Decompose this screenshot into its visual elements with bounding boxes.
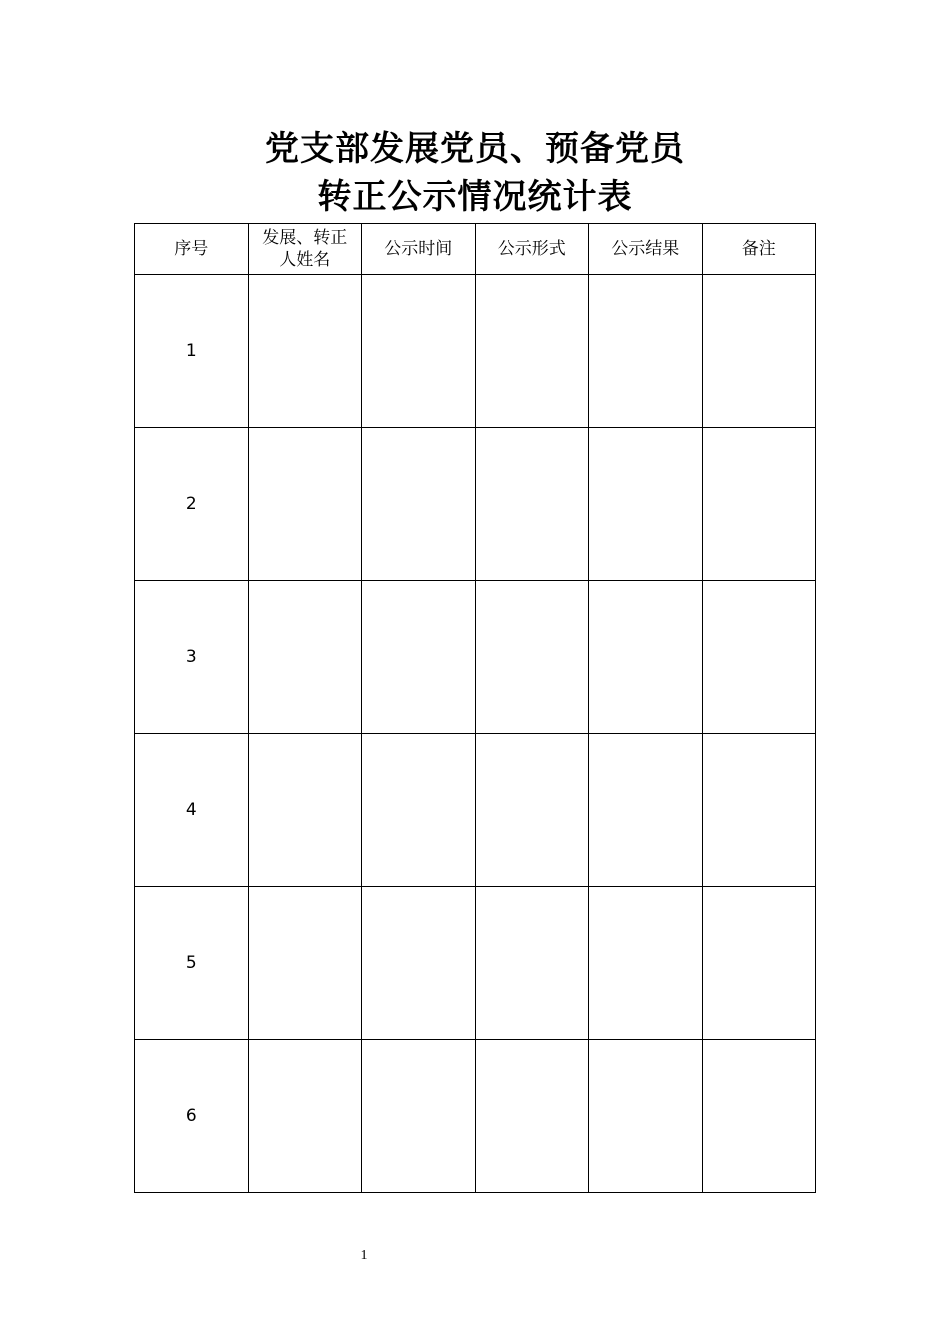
- cell-time[interactable]: [362, 428, 476, 581]
- cell-index: 1: [135, 275, 249, 428]
- table-row: [135, 581, 816, 734]
- table-row: [135, 275, 816, 428]
- cell-time[interactable]: [362, 275, 476, 428]
- header-time: 公示时间: [362, 224, 476, 275]
- cell-result[interactable]: [589, 1040, 703, 1193]
- cell-result[interactable]: [589, 734, 703, 887]
- cell-form[interactable]: [475, 887, 589, 1040]
- cell-index: 2: [135, 428, 249, 581]
- cell-remark[interactable]: [702, 581, 816, 734]
- cell-name[interactable]: [248, 734, 362, 887]
- cell-form[interactable]: [475, 275, 589, 428]
- table-row: [135, 887, 816, 1040]
- cell-form[interactable]: [475, 734, 589, 887]
- table-header-row: [135, 224, 816, 275]
- cell-time[interactable]: [362, 734, 476, 887]
- cell-form[interactable]: [475, 428, 589, 581]
- cell-name[interactable]: [248, 581, 362, 734]
- cell-time[interactable]: [362, 1040, 476, 1193]
- cell-result[interactable]: [589, 275, 703, 428]
- cell-name[interactable]: [248, 1040, 362, 1193]
- page-title-line-2: 转正公示情况统计表: [317, 177, 633, 217]
- cell-name[interactable]: [248, 428, 362, 581]
- table-row: [135, 1040, 816, 1193]
- table-row: [135, 734, 816, 887]
- header-name-label: 发展、转正人姓名: [262, 228, 348, 270]
- cell-form[interactable]: [475, 581, 589, 734]
- cell-index: 5: [135, 887, 249, 1040]
- cell-time[interactable]: [362, 581, 476, 734]
- statistics-table: [134, 223, 816, 1193]
- cell-result[interactable]: [589, 887, 703, 1040]
- header-index: 序号: [135, 224, 249, 275]
- table-row: [135, 428, 816, 581]
- cell-remark[interactable]: [702, 734, 816, 887]
- cell-remark[interactable]: [702, 275, 816, 428]
- cell-remark[interactable]: [702, 1040, 816, 1193]
- cell-time[interactable]: [362, 887, 476, 1040]
- header-form: 公示形式: [475, 224, 589, 275]
- cell-form[interactable]: [475, 1040, 589, 1193]
- header-result: 公示结果: [589, 224, 703, 275]
- cell-result[interactable]: [589, 428, 703, 581]
- cell-index: 6: [135, 1040, 249, 1193]
- header-remark: 备注: [702, 224, 816, 275]
- page-title-line-1: 党支部发展党员、预备党员: [265, 129, 685, 169]
- header-name: [248, 224, 362, 275]
- cell-index: 4: [135, 734, 249, 887]
- page-number: 1: [360, 1248, 368, 1263]
- cell-remark[interactable]: [702, 887, 816, 1040]
- cell-result[interactable]: [589, 581, 703, 734]
- cell-remark[interactable]: [702, 428, 816, 581]
- cell-name[interactable]: [248, 887, 362, 1040]
- cell-index: 3: [135, 581, 249, 734]
- cell-name[interactable]: [248, 275, 362, 428]
